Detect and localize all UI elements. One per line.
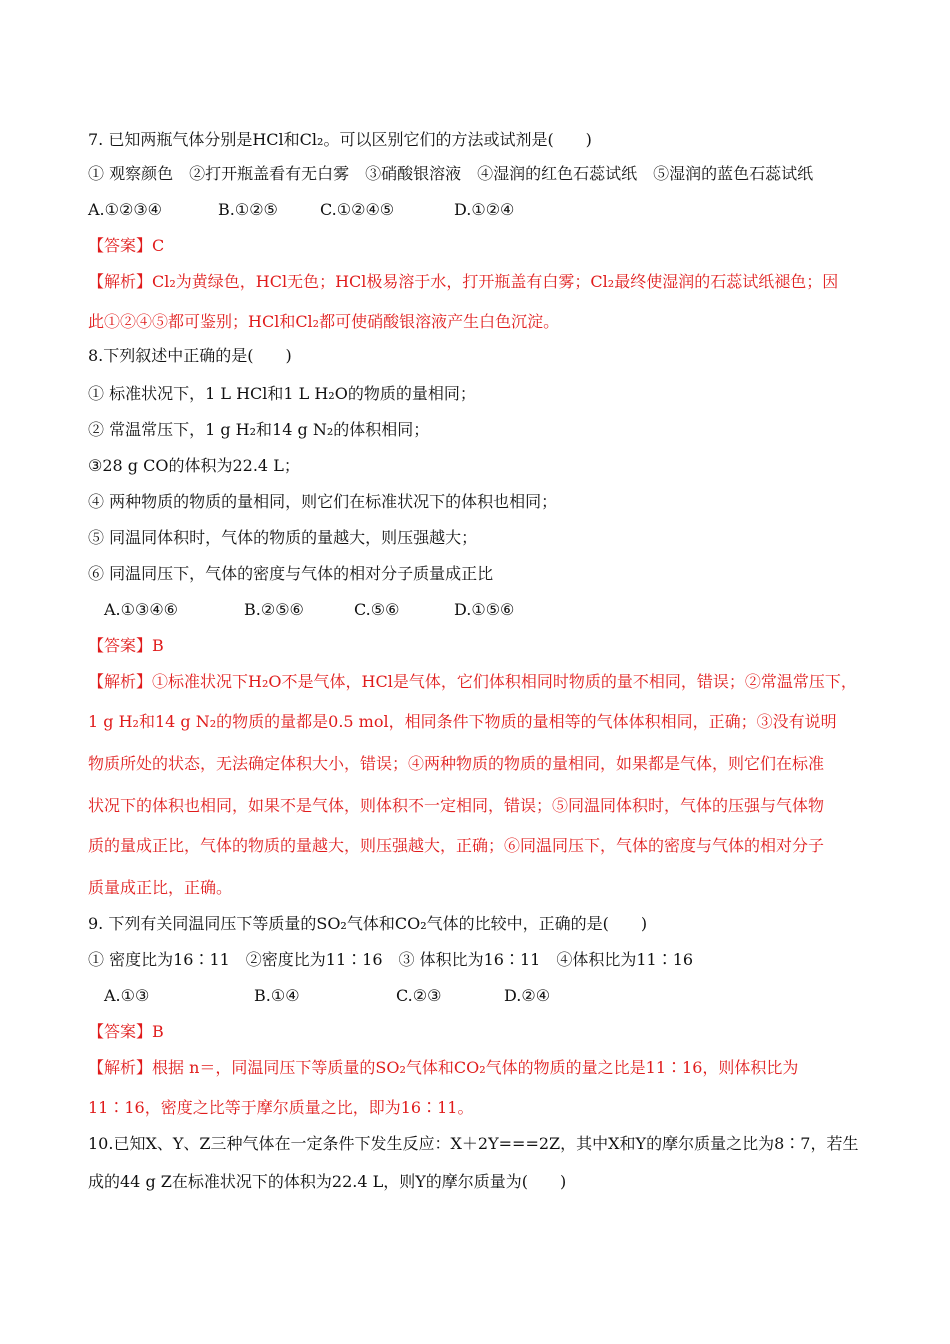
q8-option-d: D.①⑤⑥ (454, 600, 515, 619)
q8-item: ⑥ 同温同压下，气体的密度与气体的相对分子质量成正比 (88, 564, 494, 583)
q7-options (88, 198, 888, 222)
q8-analysis-line: 质量成正比，正确。 (88, 878, 233, 897)
q8-item: ③28 g CO的体积为22.4 L； (88, 456, 300, 475)
answer-value: C (152, 236, 165, 255)
q8-option-b: B.②⑤⑥ (244, 600, 304, 619)
analysis-tag: 【解析】 (88, 672, 153, 691)
q7-answer (88, 234, 164, 258)
analysis-text: 根据 n＝，同温同压下等质量的SO₂气体和CO₂气体的物质的量之比是11∶16，则体积比为 (152, 1058, 799, 1077)
q8-analysis-line (88, 670, 857, 694)
q9-option-b: B.①④ (254, 986, 300, 1005)
answer-tag: 【答案】 (88, 636, 153, 655)
q10-stem-line: 10.已知X、Y、Z三种气体在一定条件下发生反应：X＋2Y===2Z，其中X和Y的摩尔质量之比为8∶7，若生 (88, 1134, 859, 1153)
q7-items: ① 观察颜色 ②打开瓶盖看有无白雾 ③硝酸银溶液 ④湿润的红色石蕊试纸 ⑤湿润的蓝色石蕊试纸 (88, 164, 814, 183)
q8-stem: 8.下列叙述中正确的是( ) (88, 346, 292, 365)
answer-value: B (152, 636, 164, 655)
q7-analysis-line: 此①②④⑤都可鉴别；HCl和Cl₂都可使硝酸银溶液产生白色沉淀。 (88, 312, 560, 331)
answer-tag: 【答案】 (88, 1022, 153, 1041)
analysis-text: Cl₂为黄绿色，HCl无色；HCl极易溶于水，打开瓶盖有白雾；Cl₂最终使湿润的石蕊试纸褪色；因 (152, 272, 839, 291)
q9-analysis-line: 11∶16，密度之比等于摩尔质量之比，即为16∶11。 (88, 1098, 474, 1117)
q9-answer (88, 1020, 164, 1044)
q8-options (104, 598, 904, 622)
analysis-text: ①标准状况下H₂O不是气体，HCl是气体，它们体积相同时物质的量不相同，错误；②常温常压下， (152, 672, 857, 691)
q8-option-a: A.①③④⑥ (104, 600, 179, 619)
q7-option-c: C.①②④⑤ (320, 200, 395, 219)
q8-answer (88, 634, 164, 658)
q9-items: ① 密度比为16∶11 ②密度比为11∶16 ③ 体积比为16∶11 ④体积比为11∶16 (88, 950, 694, 969)
q8-analysis-line: 1 g H₂和14 g N₂的物质的量都是0.5 mol，相同条件下物质的量相等的气体体积相同，正确；③没有说明 (88, 712, 837, 731)
q9-analysis-line (88, 1056, 798, 1080)
analysis-tag: 【解析】 (88, 1058, 153, 1077)
q8-analysis-line: 物质所处的状态，无法确定体积大小，错误；④两种物质的物质的量相同，如果都是气体，则它们在标准 (88, 754, 825, 773)
answer-tag: 【答案】 (88, 236, 153, 255)
q8-analysis-line: 质的量成正比，气体的物质的量越大，则压强越大，正确；⑥同温同压下，气体的密度与气体的相对分子 (88, 836, 825, 855)
q10-stem-line: 成的44 g Z在标准状况下的体积为22.4 L，则Y的摩尔质量为( ) (88, 1172, 567, 1191)
q9-option-d: D.②④ (504, 986, 551, 1005)
q7-stem: 7. 已知两瓶气体分别是HCl和Cl₂。可以区别它们的方法或试剂是( ) (88, 130, 592, 149)
q9-options (104, 984, 904, 1008)
analysis-tag: 【解析】 (88, 272, 153, 291)
q8-item: ② 常温常压下，1 g H₂和14 g N₂的体积相同； (88, 420, 430, 439)
q7-option-a: A.①②③④ (88, 200, 163, 219)
q7-analysis-line (88, 270, 838, 294)
q7-option-d: D.①②④ (454, 200, 515, 219)
q8-analysis-line: 状况下的体积也相同，如果不是气体，则体积不一定相同，错误；⑤同温同体积时，气体的压强与气体物 (88, 796, 825, 815)
q7-option-b: B.①②⑤ (218, 200, 278, 219)
q8-item: ① 标准状况下，1 L HCl和1 L H₂O的物质的量相同； (88, 384, 476, 403)
q9-option-c: C.②③ (396, 986, 442, 1005)
q8-item: ④ 两种物质的物质的量相同，则它们在标准状况下的体积也相同； (88, 492, 558, 511)
q9-option-a: A.①③ (104, 986, 150, 1005)
q9-stem: 9. 下列有关同温同压下等质量的SO₂气体和CO₂气体的比较中，正确的是( ) (88, 914, 648, 933)
answer-value: B (152, 1022, 164, 1041)
q8-option-c: C.⑤⑥ (354, 600, 400, 619)
q8-item: ⑤ 同温同体积时，气体的物质的量越大，则压强越大； (88, 528, 478, 547)
